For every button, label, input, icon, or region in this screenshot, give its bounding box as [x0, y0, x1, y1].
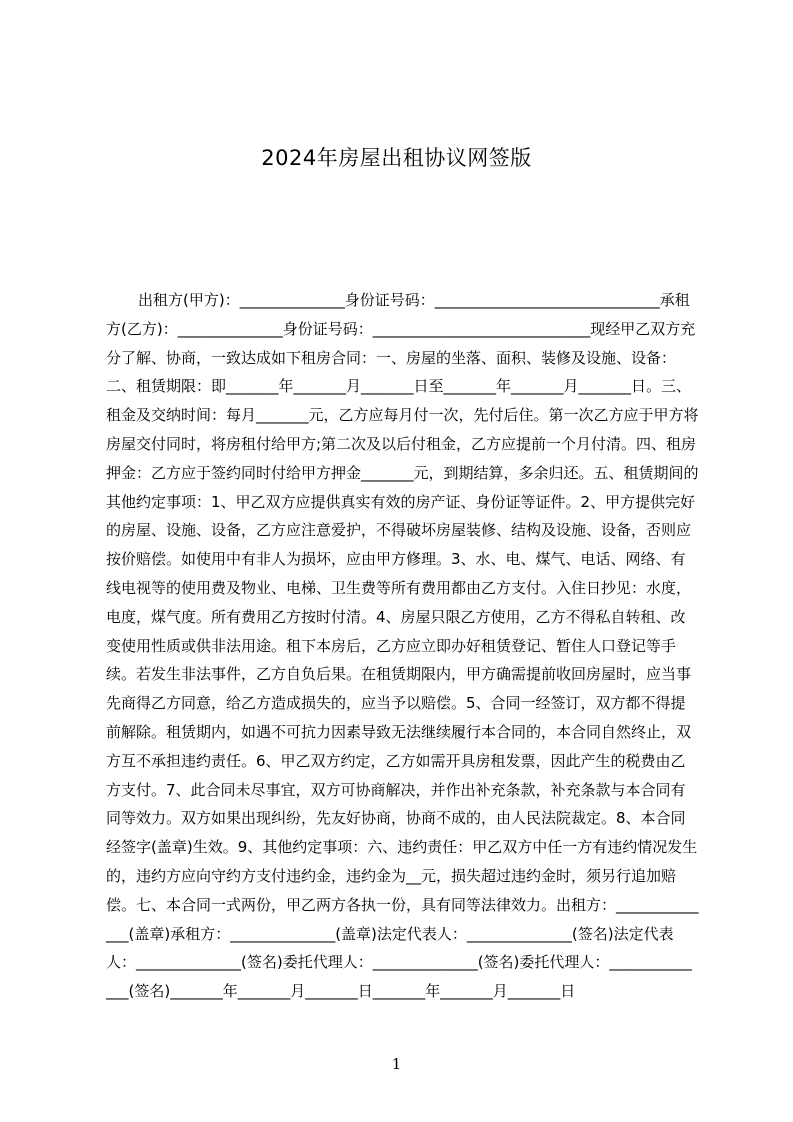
contract-body: 出租方(甲方)：______________身份证号码：______________________________承租方(乙方)：______________身份证号码：_____________________________现经甲乙双方充分了解、协商，一致达成如下租房合同：一、房屋的坐落、面积、装修及设施、设备：二、租赁期限：即_______年_______月_______日至_______年_______月_______日。三、租金及交纳时间：每月_______元，乙方应每月付一次，先付后住。第一次乙方应于甲方将房屋交付同时，将房租付给甲方;第二次及以后付租金，乙方应提前一个月付清。四、租房押金：乙方应于签约同时付给甲方押金_______元，到期结算，多余归还。五、租赁期间的其他约定事项：1、甲乙双方应提供真实有效的房产证、身份证等证件。2、甲方提供完好的房屋、设施、设备，乙方应注意爱护，不得破坏房屋装修、结构及设施、设备，否则应按价赔偿。如使用中有非人为损坏，应由甲方修理。3、水、电、煤气、电话、网络、有线电视等的使用费及物业、电梯、卫生费等所有费用都由乙方支付。入住日抄见：水度，电度，煤气度。所有费用乙方按时付清。4、房屋只限乙方使用，乙方不得私自转租、改变使用性质或供非法用途。租下本房后，乙方应立即办好租赁登记、暂住人口登记等手续。若发生非法事件，乙方自负后果。在租赁期限内，甲方确需提前收回房屋时，应当事先商得乙方同意，给乙方造成损失的，应当予以赔偿。5、合同一经签订，双方都不得提前解除。租赁期内，如遇不可抗力因素导致无法继续履行本合同的，本合同自然终止，双方互不承担违约责任。6、甲乙双方约定，乙方如需开具房租发票，因此产生的税费由乙方支付。7、此合同未尽事宜，双方可协商解决，并作出补充条款，补充条款与本合同有同等效力。双方如果出现纠纷，先友好协商，协商不成的，由人民法院裁定。8、本合同经签字(盖章)生效。9、其他约定事项：六、违约责任：甲乙双方中任一方有违约情况发生的，违约方应向守约方支付违约金，违约金为__元，损失超过违约金时，须另行追加赔偿。七、本合同一式两份，甲乙两方各执一份，具有同等法律效力。出租方：______________(盖章)承租方：______________(盖章)法定代表人：______________(签名)法定代表人：______________(签名)委托代理人：______________(签名)委托代理人：______________(签名)_______年_______月_______日_______年_______月_______日 [106, 291, 699, 1001]
document-title: 2024年房屋出租协议网签版 [261, 146, 532, 170]
page-number: 1 [391, 1055, 402, 1073]
